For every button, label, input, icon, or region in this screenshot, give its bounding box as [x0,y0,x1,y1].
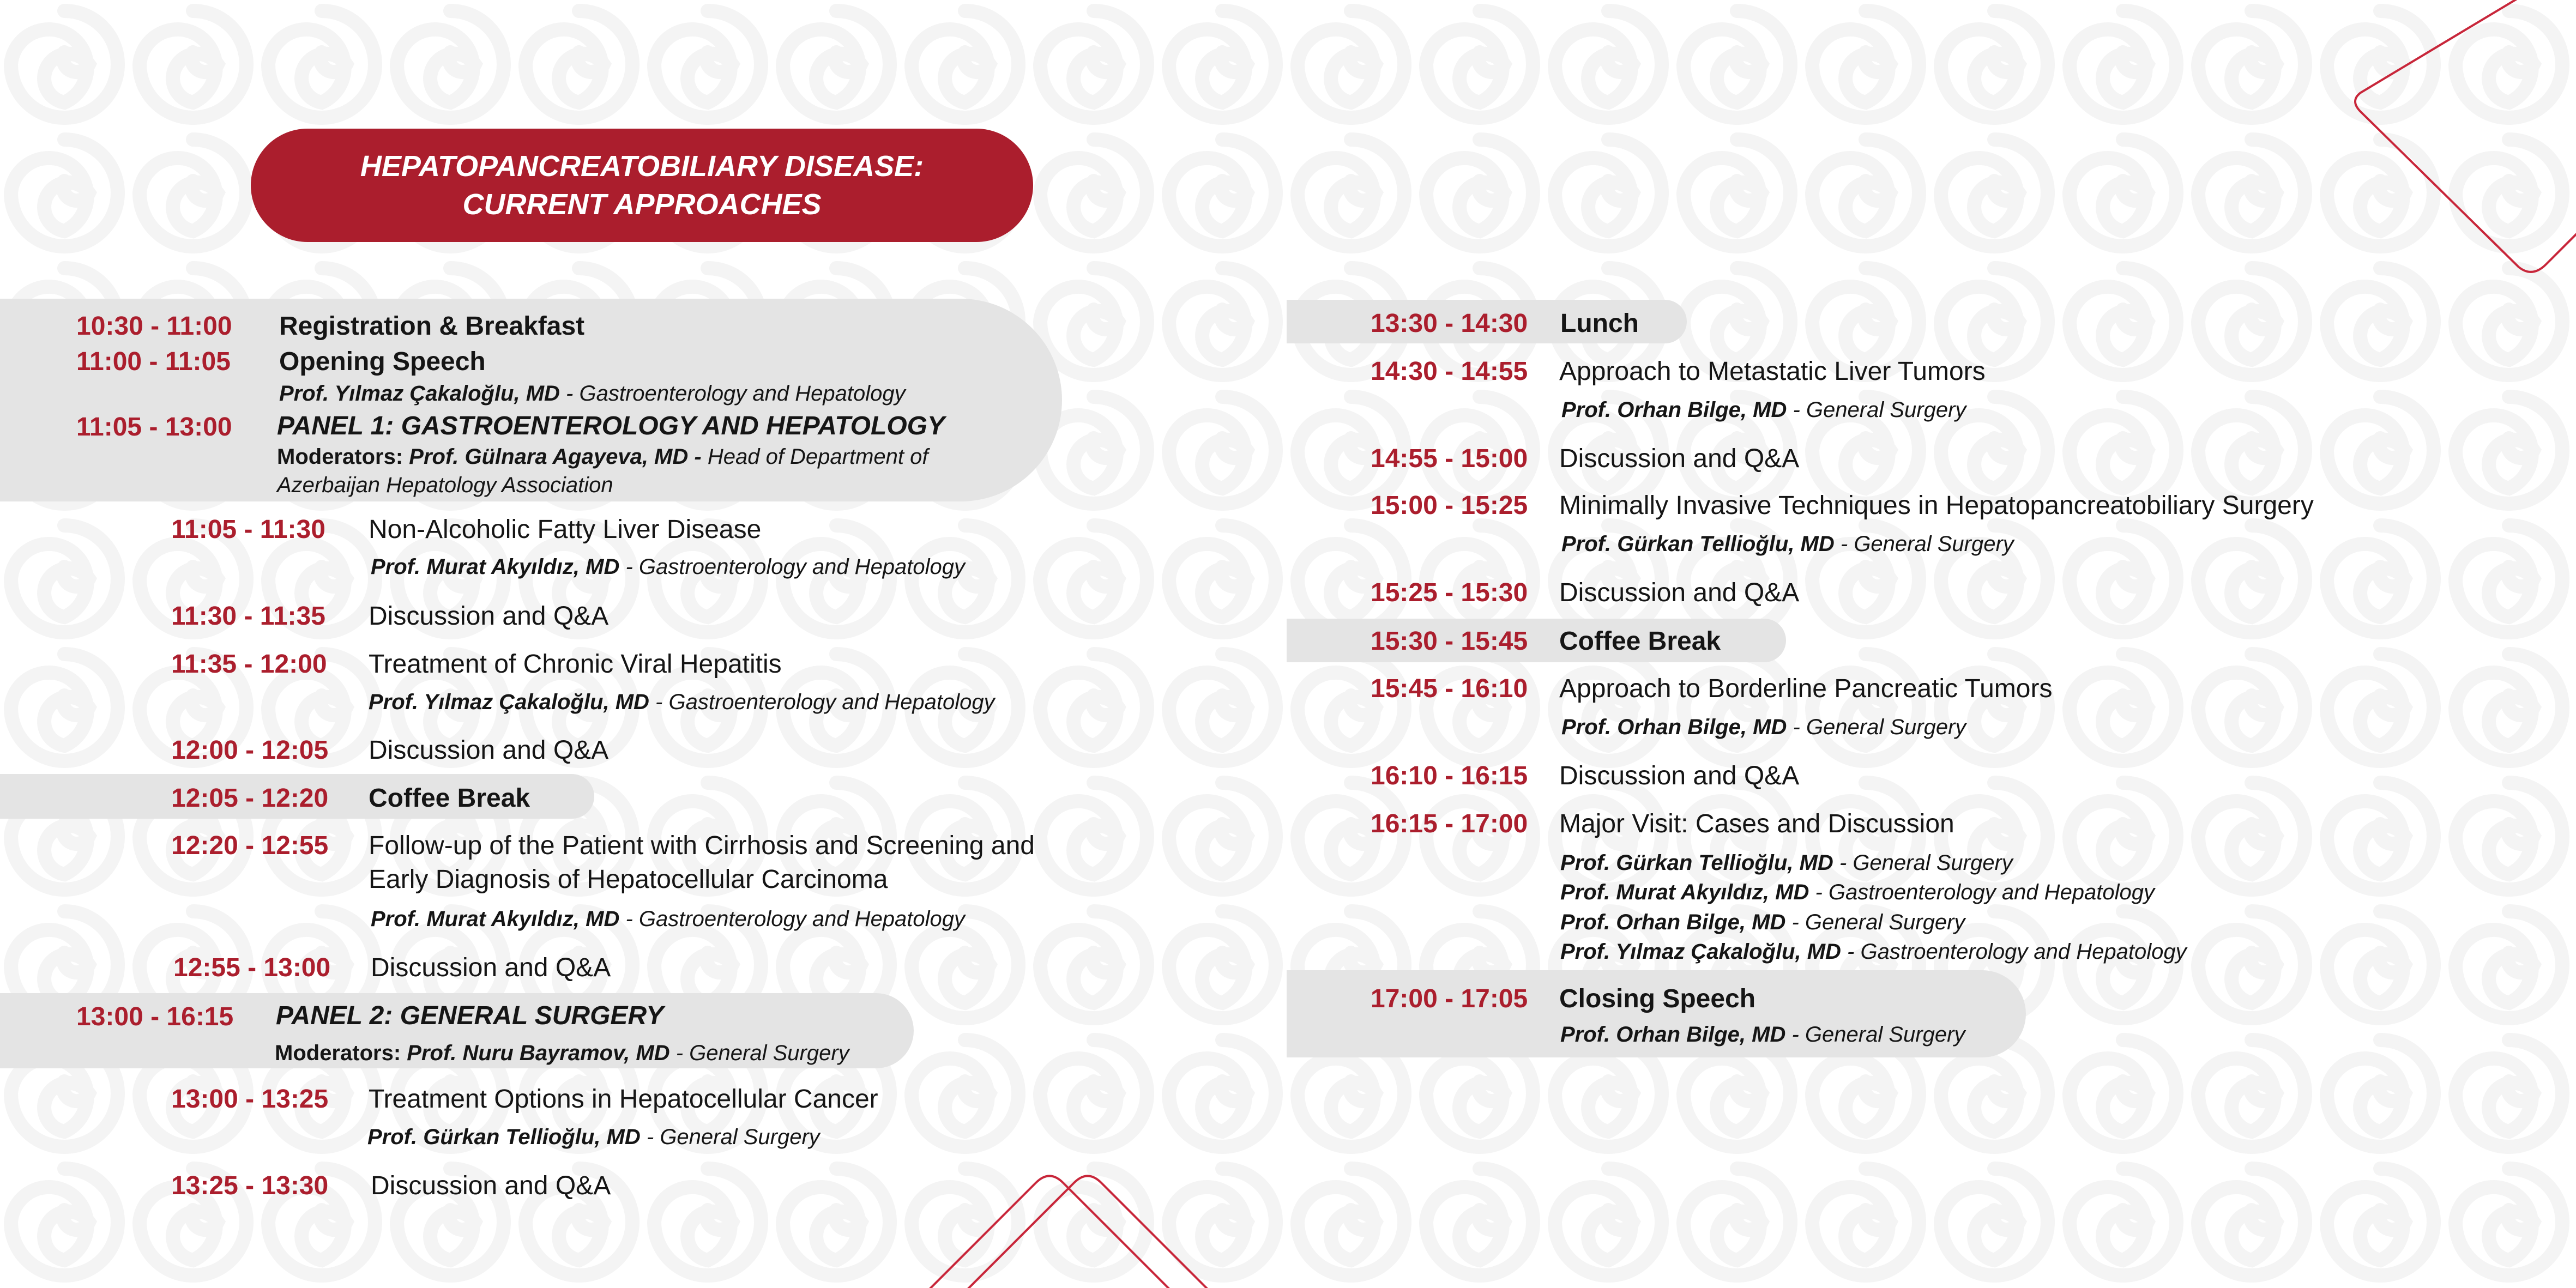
session4-time: 13:00 - 13:25 [171,1085,329,1114]
speaker-name: Prof. Murat Akyıldız, MD [371,907,620,931]
session5-title: Approach to Metastatic Liver Tumors [1559,357,1986,386]
speaker-name: Prof. Yılmaz Çakaloğlu, MD [369,690,649,714]
moderators-label: Moderators: [275,1041,401,1065]
opening-time: 11:00 - 11:05 [76,347,231,376]
speaker-name: Prof. Murat Akyıldız, MD [1560,880,1809,904]
moderator-specialty: General Surgery [689,1041,849,1065]
discussion3-title: Discussion and Q&A [371,953,611,982]
lunch-time: 13:30 - 14:30 [1371,309,1528,338]
bottom-diamond-decoration [921,1166,1216,1288]
session3-time: 12:20 - 12:55 [171,831,329,860]
coffee-break-left-time: 12:05 - 12:20 [171,784,329,813]
discussion7-title: Discussion and Q&A [1559,761,1800,790]
speaker-specialty: Gastroenterology and Hepatology [1860,940,2187,964]
speaker-specialty: Gastroenterology and Hepatology [638,907,966,931]
session1-time: 11:05 - 11:30 [171,515,325,544]
title-line-1: HEPATOPANCREATOBILIARY DISEASE: [360,150,924,183]
discussion4-title: Discussion and Q&A [371,1171,611,1200]
speaker-name: Prof. Orhan Bilge, MD [1561,398,1787,422]
speaker-name: Prof. Yılmaz Çakaloğlu, MD [279,382,560,406]
session7-title: Approach to Borderline Pancreatic Tumors [1559,674,2053,703]
speaker-name: Prof. Orhan Bilge, MD [1560,910,1786,934]
speaker-specialty: General Surgery [1805,910,1965,934]
speaker-name: Prof. Gürkan Tellioğlu, MD [367,1125,641,1149]
session8-time: 16:15 - 17:00 [1371,809,1528,838]
speaker-specialty: General Surgery [1805,1023,1965,1047]
session6-title: Minimally Invasive Techniques in Hepatopancreatobiliary Surgery [1559,491,2314,520]
speaker-name: Prof. Yılmaz Çakaloğlu, MD [1560,940,1841,964]
session1-title: Non-Alcoholic Fatty Liver Disease [369,515,762,544]
coffee-break-right-time: 15:30 - 15:45 [1371,627,1528,656]
session5-time: 14:30 - 14:55 [1371,357,1528,386]
panel1-time: 11:05 - 13:00 [76,413,232,442]
corner-diamond-decoration [2344,0,2576,283]
moderator-name: Prof. Gülnara Agayeva, MD - [409,445,702,469]
registration-time: 10:30 - 11:00 [76,312,232,341]
session4-title: Treatment Options in Hepatocellular Cancer [369,1085,878,1114]
speaker-name: Prof. Gürkan Tellioğlu, MD [1560,851,1833,875]
session1-speaker: Prof. Murat Akyıldız, MD - Gastroenterology and Hepatology [371,555,966,579]
session3-speaker: Prof. Murat Akyıldız, MD - Gastroenterology and Hepatology [371,907,966,931]
discussion6-time: 15:25 - 15:30 [1371,578,1528,607]
moderators-label: Moderators: [277,445,403,469]
speaker-specialty: General Surgery [1806,715,1966,739]
discussion4-time: 13:25 - 13:30 [171,1171,329,1200]
title-line-2: CURRENT APPROACHES [462,188,822,221]
speaker-name: Prof. Murat Akyıldız, MD [371,555,620,579]
discussion7-time: 16:10 - 16:15 [1371,761,1528,790]
discussion2-title: Discussion and Q&A [369,736,609,765]
closing-title: Closing Speech [1559,984,1756,1013]
panel2-title: PANEL 2: GENERAL SURGERY [276,1001,664,1030]
session8-speaker-2: Prof. Murat Akyıldız, MD - Gastroenterology and Hepatology [1560,880,2155,904]
session8-title: Major Visit: Cases and Discussion [1559,809,1954,838]
coffee-break-right-title: Coffee Break [1559,627,1721,656]
session4-speaker: Prof. Gürkan Tellioğlu, MD - General Surgery [367,1125,820,1149]
session8-speaker-1: Prof. Gürkan Tellioğlu, MD - General Surgery [1560,851,2013,875]
lunch-title: Lunch [1560,309,1639,338]
session3-title-line2: Early Diagnosis of Hepatocellular Carcinoma [369,865,888,894]
session7-speaker: Prof. Orhan Bilge, MD - General Surgery [1561,715,1966,739]
session6-time: 15:00 - 15:25 [1371,491,1528,520]
speaker-name: Prof. Orhan Bilge, MD [1561,715,1787,739]
speaker-specialty: Gastroenterology and Hepatology [668,690,995,714]
discussion5-time: 14:55 - 15:00 [1371,444,1528,473]
speaker-name: Prof. Orhan Bilge, MD [1560,1023,1786,1047]
discussion6-title: Discussion and Q&A [1559,578,1800,607]
registration-title: Registration & Breakfast [279,312,585,341]
speaker-specialty: General Surgery [1853,851,2013,875]
coffee-break-left-title: Coffee Break [369,784,530,813]
panel1-moderators [277,443,1002,499]
session7-time: 15:45 - 16:10 [1371,674,1528,703]
moderator-role: Head of Department of [707,445,928,469]
speaker-specialty: General Surgery [1806,398,1966,422]
discussion1-title: Discussion and Q&A [369,602,609,631]
panel1-title: PANEL 1: GASTROENTEROLOGY AND HEPATOLOGY [277,412,945,440]
speaker-specialty: Gastroenterology and Hepatology [579,382,906,406]
speaker-specialty: Gastroenterology and Hepatology [1828,880,2155,904]
session2-time: 11:35 - 12:00 [171,650,327,679]
session8-speaker-3: Prof. Orhan Bilge, MD - General Surgery [1560,910,1965,934]
speaker-specialty: General Surgery [660,1125,820,1149]
panel2-time: 13:00 - 16:15 [76,1002,234,1031]
session5-speaker: Prof. Orhan Bilge, MD - General Surgery [1561,398,1966,422]
session6-speaker: Prof. Gürkan Tellioğlu, MD - General Surgery [1561,532,2014,556]
discussion3-time: 12:55 - 13:00 [173,953,331,982]
closing-time: 17:00 - 17:05 [1371,984,1528,1013]
discussion5-title: Discussion and Q&A [1559,444,1800,473]
session3-title-line1: Follow-up of the Patient with Cirrhosis and Screening and [369,831,1035,860]
speaker-name: Prof. Gürkan Tellioğlu, MD [1561,532,1835,556]
moderator-org: Azerbaijan Hepatology Association [277,473,613,497]
moderator-name: Prof. Nuru Bayramov, MD [407,1041,670,1065]
session8-speaker-4: Prof. Yılmaz Çakaloğlu, MD - Gastroenterology and Hepatology [1560,940,2187,964]
speaker-specialty: Gastroenterology and Hepatology [638,555,966,579]
program-title [251,129,1033,242]
opening-title: Opening Speech [279,347,486,376]
discussion1-time: 11:30 - 11:35 [171,602,325,631]
panel2-moderators: Moderators: Prof. Nuru Bayramov, MD - General Surgery [275,1041,849,1065]
session2-speaker: Prof. Yılmaz Çakaloğlu, MD - Gastroenterology and Hepatology [369,690,995,714]
session2-title: Treatment of Chronic Viral Hepatitis [369,650,782,679]
opening-speaker: Prof. Yılmaz Çakaloğlu, MD - Gastroenterology and Hepatology [279,382,906,406]
speaker-specialty: General Surgery [1854,532,2014,556]
discussion2-time: 12:00 - 12:05 [171,736,329,765]
closing-speaker: Prof. Orhan Bilge, MD - General Surgery [1560,1023,1965,1047]
